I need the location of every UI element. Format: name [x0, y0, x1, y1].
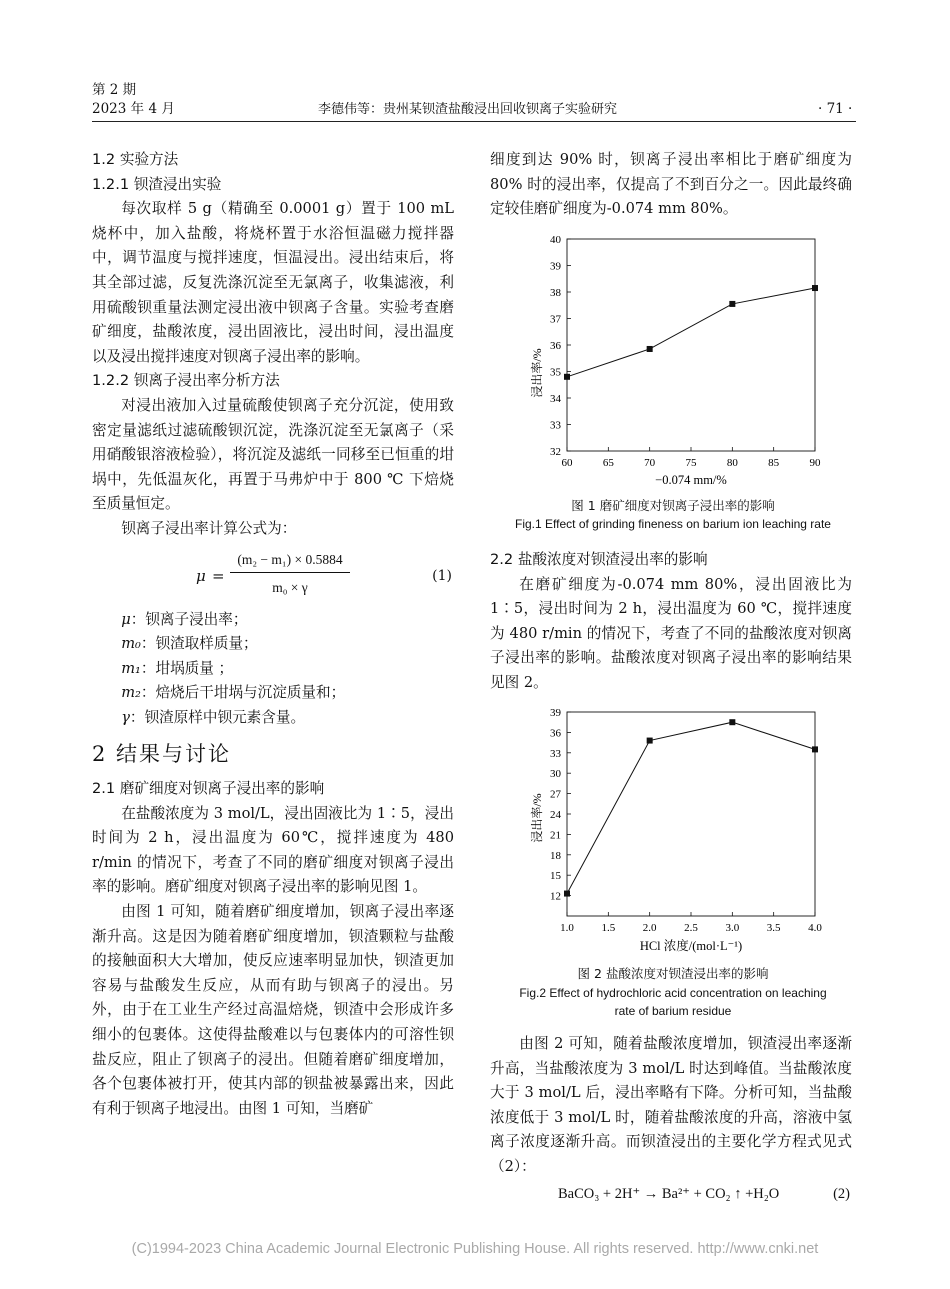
- x-tick-label: 75: [685, 457, 697, 469]
- series-line: [567, 722, 815, 893]
- formula-mu: μ: [196, 566, 206, 585]
- y-tick-label: 18: [550, 849, 561, 862]
- paragraph-grinding-discussion: 由图 1 可知，随着磨矿细度增加，钡离子浸出率逐渐升高。这是因为随着磨矿细度增加，钡渣颗粒与盐酸的接触面积大大增加，使反应速率明显加快，钡渣更加容易与盐酸发生反应，从而有助与钡离子的浸出。另外，由于在工业生产经过高温焙烧，钡渣中会形成许多细小的包裹体。这使得盐酸难以与包裹体内的可溶性钡盐反应，阻止了钡离子的浸出。但随着磨矿细度增加，各个包裹体被打开，使其内部的钡盐被暴露出来，因此有利于钡离子地浸出。由图 1 可知，当磨矿: [92, 903, 454, 1117]
- y-tick-label: 36: [550, 340, 561, 352]
- figure-2-caption-en-line1: Fig.2 Effect of hydrochloric acid concentration on leaching: [519, 986, 827, 1000]
- x-tick-label: 3.0: [725, 922, 740, 934]
- formula-number: (1): [432, 567, 452, 584]
- data-point: [729, 719, 735, 725]
- section-1-2-2-heading: 1.2.2 钡离子浸出率分析方法: [92, 372, 280, 390]
- x-tick-label: 3.5: [766, 922, 781, 934]
- data-point: [564, 374, 570, 380]
- paragraph-grinding-conditions: 在盐酸浓度为 3 mol/L，浸出固液比为 1∶5，浸出时间为 2 h，浸出温度为 60℃，搅拌速度为 480 r/min 的情况下，考查了不同的磨矿细度对钡离子浸出率的影响。磨矿细度对钡离子浸出率的影响见图 1。: [92, 804, 454, 896]
- right-column: [490, 148, 852, 222]
- y-tick-label: 27: [550, 788, 561, 801]
- variable-definition: m₁：坩埚质量 ；: [121, 659, 234, 677]
- y-tick-label: 33: [550, 747, 561, 760]
- formula-denominator: m₀ × γ: [272, 579, 308, 595]
- data-point: [647, 738, 653, 744]
- y-tick-label: 37: [550, 313, 561, 326]
- formula-fraction-bar: [230, 572, 350, 573]
- paragraph-hcl-conditions: 在磨矿细度为-0.074 mm 80%，浸出固液比为 1∶5，浸出时间为 2 h，浸出温度为 60 ℃，搅拌速度为 480 r/min 的情况下，考查了不同的盐酸浓度对钡离子浸出率的影响。盐酸浓度对钡离子浸出率的影响结果见图 2。: [490, 575, 852, 691]
- data-point: [647, 346, 653, 352]
- x-tick-label: 2.5: [684, 922, 698, 934]
- y-tick-label: 32: [550, 446, 561, 458]
- figure-2-x-label: HCl 浓度/(mol·L⁻¹): [639, 939, 743, 953]
- data-point: [564, 891, 570, 897]
- section-2-2-heading: 2.2 盐酸浓度对钡渣浸出率的影响: [490, 551, 708, 568]
- y-tick-label: 24: [550, 809, 561, 821]
- section-2-heading: 2 结果与讨论: [92, 742, 232, 767]
- paragraph-hcl-discussion: 由图 2 可知，随着盐酸浓度增加，钡渣浸出率逐渐升高，当盐酸浓度为 3 mol/L 时达到峰值。当盐酸浓度大于 3 mol/L 后，浸出率略有下降。分析可知，当盐酸浓度低于 3 mol/L 时，随着盐酸浓度的升高，溶液中氢离子浓度逐渐升高。而钡渣浸出的主要化学方程式见式（2）：: [490, 1035, 852, 1175]
- formula-equals: =: [212, 566, 225, 585]
- y-tick-label: 34: [550, 393, 561, 405]
- y-tick-label: 33: [550, 419, 561, 432]
- x-tick-label: 70: [644, 457, 656, 469]
- figure-2-y-label: 浸出率/%: [530, 793, 544, 843]
- figure-2-caption: 图 2 盐酸浓度对钡渣浸出率的影响: [577, 966, 769, 981]
- figure-1-chart: [495, 228, 855, 493]
- x-tick-label: 1.0: [560, 922, 574, 934]
- x-tick-label: 2.0: [642, 922, 657, 934]
- equation-2-number: (2): [833, 1185, 850, 1202]
- running-title: 李德伟等：贵州某钡渣盐酸浸出回收钡离子实验研究: [318, 102, 618, 117]
- data-point: [812, 746, 818, 752]
- figure-1-caption-en: Fig.1 Effect of grinding fineness on barium ion leaching rate: [515, 517, 831, 531]
- y-tick-label: 21: [550, 829, 561, 842]
- variable-definition: m₀：钡渣取样质量；: [121, 635, 258, 653]
- figure-2-plot: [550, 707, 822, 934]
- y-tick-label: 35: [550, 366, 561, 379]
- x-tick-label: 80: [726, 457, 738, 469]
- right-column-mid: [490, 548, 852, 696]
- paragraph-formula-intro: 钡离子浸出率计算公式为：: [121, 519, 297, 537]
- x-tick-label: 65: [602, 457, 614, 469]
- variable-definition: μ：钡离子浸出率；: [121, 610, 248, 628]
- y-tick-label: 39: [550, 707, 561, 719]
- y-tick-label: 30: [550, 768, 561, 781]
- y-tick-label: 12: [550, 890, 561, 903]
- x-tick-label: 90: [809, 457, 821, 469]
- section-2-1-heading: 2.1 磨矿细度对钡离子浸出率的影响: [92, 780, 325, 798]
- left-column: [92, 148, 454, 1121]
- y-tick-label: 40: [550, 234, 561, 246]
- plot-frame: [567, 239, 815, 451]
- figure-1-caption: 图 1 磨矿细度对钡离子浸出率的影响: [571, 498, 775, 513]
- plot-frame: [567, 712, 815, 916]
- x-tick-label: 85: [768, 457, 780, 469]
- right-column-bottom: [490, 1032, 852, 1206]
- page-number: · 71 ·: [818, 101, 853, 117]
- section-1-2-1-heading: 1.2.1 钡渣浸出实验: [92, 175, 222, 193]
- formula-1: [92, 546, 454, 604]
- journal-issue: 第 2 期: [92, 82, 137, 98]
- data-point: [729, 301, 735, 307]
- series-line: [567, 288, 815, 377]
- paragraph-grinding-conclusion: 细度到达 90% 时，钡离子浸出率相比于磨矿细度为 80% 时的浸出率，仅提高了不到百分之一。因此最终确定较佳磨矿细度为-0.074 mm 80%。: [490, 151, 852, 218]
- copyright-footer: (C)1994-2023 China Academic Journal Electronic Publishing House. All rights reserved. http://www.cnki.net: [131, 1241, 819, 1257]
- y-tick-label: 39: [550, 260, 561, 273]
- paragraph-analysis-method: 对浸出液加入过量硫酸使钡离子充分沉淀，使用致密定量滤纸过滤硫酸钡沉淀，洗涤沉淀至无氯离子（采用硝酸银溶液检验），将沉淀及滤纸一同移至已恒重的坩埚中，先低温灰化，再置于马弗炉中于 800 ℃ 下焙烧至质量恒定。: [92, 396, 454, 513]
- data-point: [812, 285, 818, 291]
- paragraph-leaching-experiment: 每次取样 5 g（精确至 0.0001 g）置于 100 mL 烧杯中，加入盐酸，将烧杯置于水浴恒温磁力搅拌器中，调节温度与搅拌速度，恒温浸出。浸出结束后，将其全部过滤，反复洗涤沉淀至无氯离子，收集滤液，利用硫酸钡重量法测定浸出液中钡离子含量。实验考查磨矿细度，盐酸浓度，浸出固液比，浸出时间，浸出温度以及浸出搅拌速度对钡离子浸出率的影响。: [92, 200, 454, 365]
- equation-2: [490, 1180, 852, 1206]
- figure-1-y-label: 浸出率/%: [530, 348, 544, 398]
- figure-1-x-label: −0.074 mm/%: [655, 473, 727, 487]
- x-tick-label: 60: [561, 457, 573, 469]
- y-tick-label: 38: [550, 287, 561, 299]
- figure-2-chart: [495, 700, 855, 958]
- variable-definition: m₂：焙烧后干坩埚与沉淀质量和；: [121, 684, 346, 702]
- variable-definition: γ：钡渣原样中钡元素含量。: [121, 708, 306, 726]
- figure-2-caption-en-line2: rate of barium residue: [614, 1004, 732, 1018]
- figure-1-plot: [550, 234, 821, 469]
- formula-numerator: (m₂ − m₁) × 0.5884: [237, 551, 343, 567]
- x-tick-label: 1.5: [601, 922, 616, 934]
- y-tick-label: 36: [550, 727, 561, 740]
- equation-2-body: BaCO₃ + 2H⁺ → Ba²⁺ + CO₂ ↑ +H₂O: [558, 1185, 780, 1202]
- y-tick-label: 15: [550, 870, 561, 883]
- journal-date: 2023 年 4 月: [92, 101, 175, 117]
- x-tick-label: 4.0: [808, 922, 822, 934]
- header-rule: [92, 121, 856, 122]
- section-1-2-heading: 1.2 实验方法: [92, 151, 179, 168]
